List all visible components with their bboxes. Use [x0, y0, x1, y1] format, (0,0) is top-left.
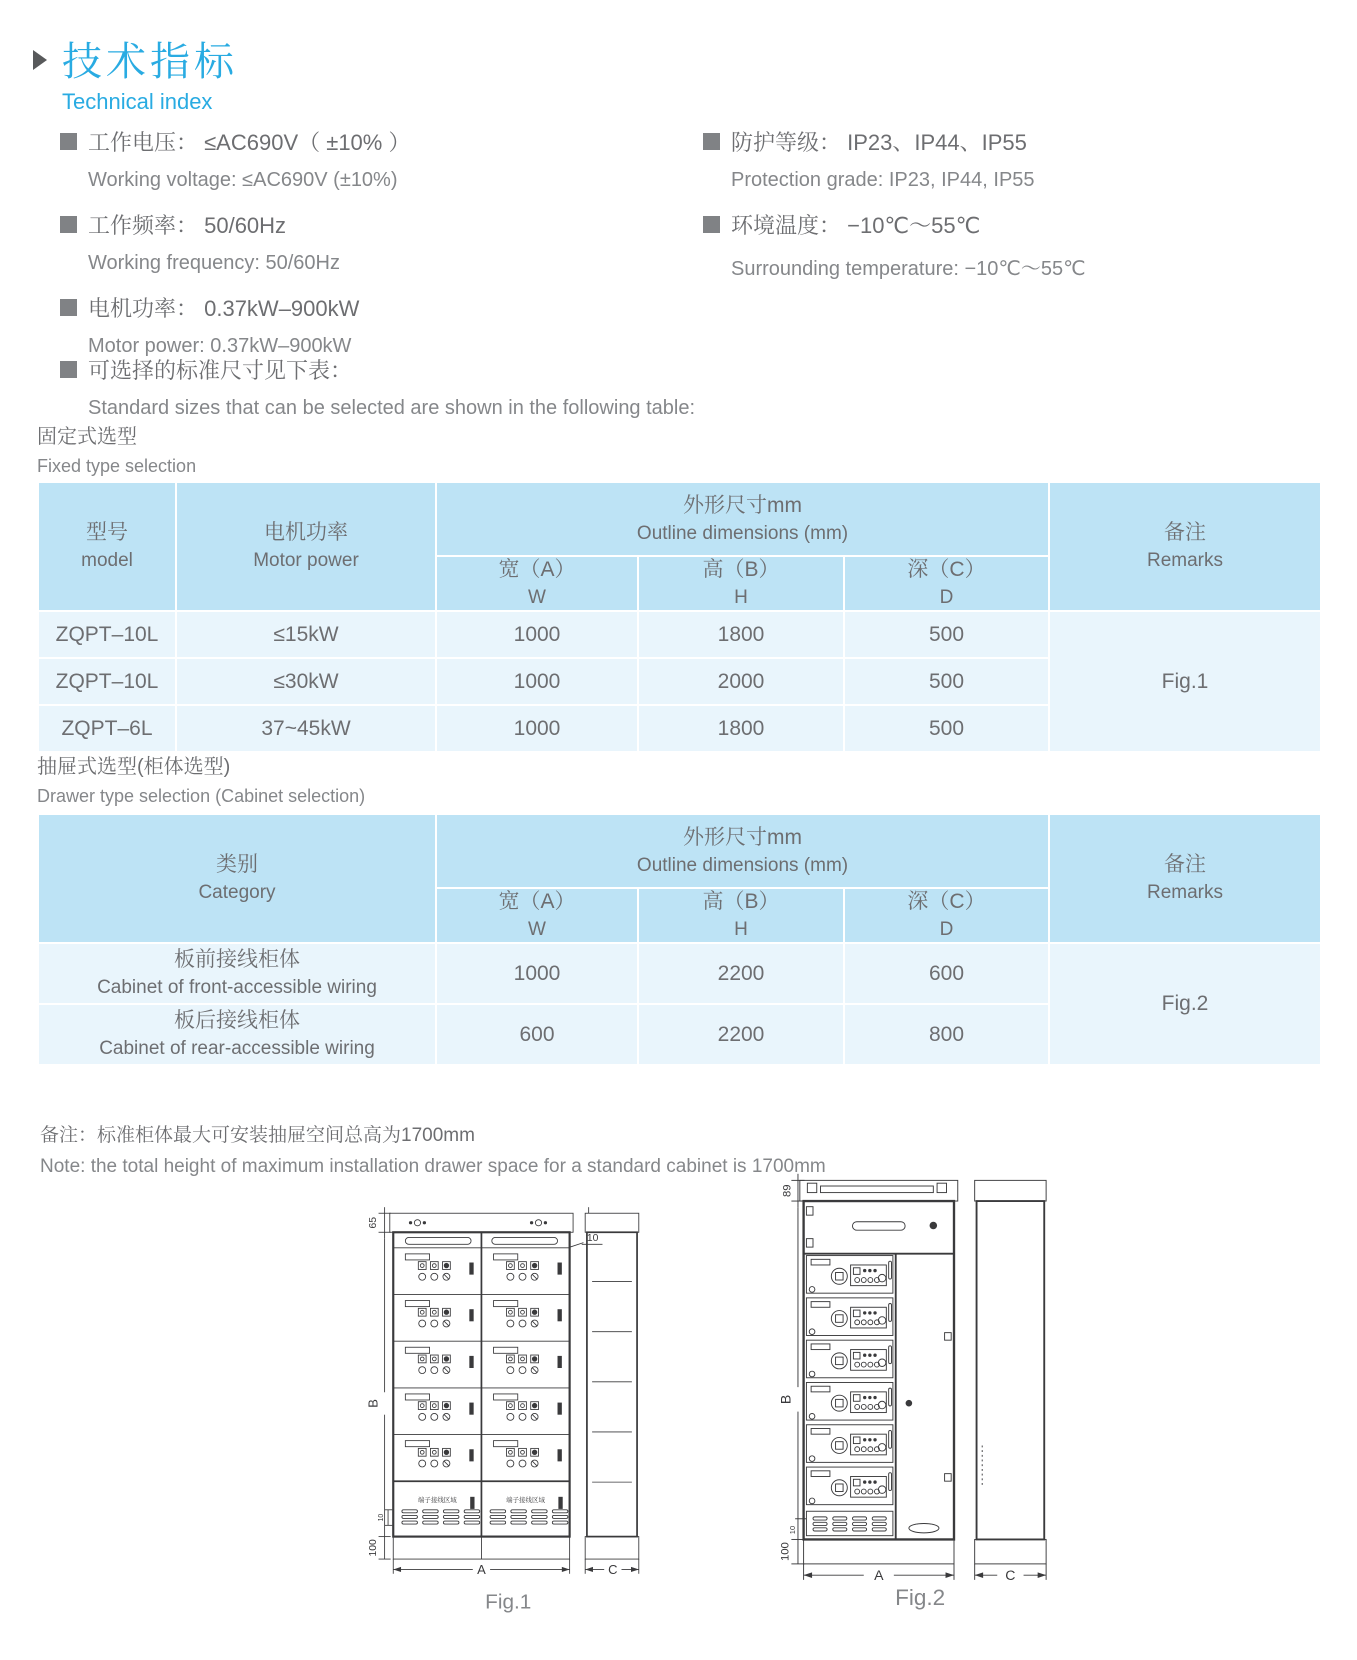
- drawer-table-label-en: Drawer type selection (Cabinet selection): [37, 786, 366, 806]
- drawer-table-label: [37, 750, 365, 807]
- header-category: 类别 Category: [38, 814, 436, 943]
- page-title: 技术指标: [62, 40, 238, 84]
- spec-en-text: Surrounding temperature: −10℃～55℃: [731, 258, 1086, 280]
- cell-depth: 500: [844, 611, 1049, 658]
- spec-cn-text: 工作电压： ≤AC690V（ ±10% ）: [88, 130, 411, 155]
- header-width: 宽（A） W: [436, 888, 638, 943]
- cell-width: 600: [436, 1004, 638, 1065]
- header-motor-power: 电机功率 Motor power: [176, 482, 436, 611]
- terminal-area-label: 端子接线区域: [417, 1497, 457, 1505]
- dim-label-a: A: [477, 1561, 486, 1577]
- cell-depth: 800: [844, 1004, 1049, 1065]
- cell-depth: 500: [844, 705, 1049, 752]
- header-depth: 深（C） D: [844, 556, 1049, 611]
- bullet-square-icon: [703, 133, 720, 150]
- header-outline-dimensions: 外形尺寸mm Outline dimensions (mm): [436, 814, 1049, 888]
- dim-label-c: C: [608, 1561, 618, 1577]
- cell-category: 板后接线柜体 Cabinet of rear-accessible wiring: [38, 1004, 436, 1065]
- spec-working-frequency: [60, 209, 660, 275]
- spec-working-voltage: [60, 126, 660, 192]
- cell-power: ≤15kW: [176, 611, 436, 658]
- fixed-type-table: [37, 481, 1322, 753]
- fig2-side-view: [975, 1180, 1046, 1580]
- spec-en-text: Working frequency: 50/60Hz: [88, 252, 340, 274]
- note-cn: 备注：标准柜体最大可安装抽屉空间总高为1700mm: [40, 1125, 475, 1146]
- spec-cn-text: 工作频率： 50/60Hz: [88, 213, 287, 238]
- page-header: [33, 40, 238, 115]
- spec-cn-text: 防护等级： IP23、IP44、IP55: [731, 130, 1027, 155]
- cell-height: 1800: [638, 705, 844, 752]
- header-width: 宽（A） W: [436, 556, 638, 611]
- figure-2-drawing: [766, 1163, 1048, 1653]
- header-remarks: 备注 Remarks: [1049, 814, 1321, 943]
- header-remarks: 备注 Remarks: [1049, 482, 1321, 611]
- note-en: Note: the total height of maximum installation drawer space for a standard cabinet is 1700mm: [40, 1156, 826, 1177]
- spec-list-left: [60, 126, 660, 375]
- spec-en-text: Standard sizes that can be selected are shown in the following table:: [88, 397, 696, 419]
- spec-cn-text: 可选择的标准尺寸见下表：: [88, 358, 353, 383]
- spec-standard-sizes-intro: [60, 354, 960, 420]
- page-subtitle: Technical index: [62, 89, 213, 114]
- cell-depth: 600: [844, 943, 1049, 1004]
- cell-width: 1000: [436, 943, 638, 1004]
- section-arrow-icon: [33, 50, 47, 70]
- fig1-side-view: [585, 1207, 639, 1574]
- drawer-table-label-cn: 抽屉式选型(柜体选型): [37, 756, 231, 778]
- dim-label-a: A: [874, 1566, 884, 1583]
- dim-label-65: 65: [367, 1216, 379, 1229]
- spec-en-text: Protection grade: IP23, IP44, IP55: [731, 169, 1035, 191]
- header-depth: 深（C） D: [844, 888, 1049, 943]
- figure-1-drawing: [350, 1202, 644, 1622]
- dim-label-c: C: [1005, 1566, 1016, 1583]
- bullet-square-icon: [60, 216, 77, 233]
- dim-label-10-vent: 10: [788, 1525, 798, 1535]
- spec-motor-power: [60, 292, 660, 358]
- spec-en-text: Motor power: 0.37kW–900kW: [88, 335, 352, 357]
- cell-depth: 500: [844, 658, 1049, 705]
- header-height: 高（B） H: [638, 888, 844, 943]
- terminal-area-label: 端子接线区域: [506, 1497, 545, 1505]
- cell-category: 板前接线柜体 Cabinet of front-accessible wiring: [38, 943, 436, 1004]
- fixed-table-label-cn: 固定式选型: [37, 426, 137, 448]
- cell-remark: Fig.1: [1049, 611, 1321, 752]
- cell-width: 1000: [436, 658, 638, 705]
- header-height: 高（B） H: [638, 556, 844, 611]
- header-model: 型号 model: [38, 482, 176, 611]
- cell-width: 1000: [436, 611, 638, 658]
- fig1-front-view: [379, 1207, 603, 1574]
- figure-1-caption: Fig.1: [485, 1590, 532, 1614]
- dim-label-100: 100: [367, 1539, 379, 1557]
- dim-label-10-vent: 10: [377, 1513, 385, 1522]
- cell-height: 2200: [638, 1004, 844, 1065]
- bullet-square-icon: [60, 361, 77, 378]
- bullet-square-icon: [703, 216, 720, 233]
- header-outline-dimensions: 外形尺寸mm Outline dimensions (mm): [436, 482, 1049, 556]
- spec-cn-text: 电机功率： 0.37kW–900kW: [88, 296, 360, 321]
- bullet-square-icon: [60, 299, 77, 316]
- cell-height: 2200: [638, 943, 844, 1004]
- cell-model: ZQPT–10L: [38, 658, 176, 705]
- dim-label-89: 89: [781, 1184, 794, 1197]
- dim-label-b: B: [777, 1394, 794, 1405]
- cell-power: 37~45kW: [176, 705, 436, 752]
- drawer-type-table: [37, 813, 1322, 1066]
- fig2-front-view: [791, 1174, 957, 1580]
- spec-en-text: Working voltage: ≤AC690V (±10%): [88, 169, 398, 191]
- dim-label-100: 100: [779, 1542, 792, 1562]
- cell-remark: Fig.2: [1049, 943, 1321, 1065]
- spec-protection-grade: [703, 126, 1323, 192]
- bullet-square-icon: [60, 133, 77, 150]
- table-row: [38, 943, 1321, 1004]
- fixed-table-label: [37, 420, 196, 477]
- table-row: [38, 611, 1321, 658]
- fixed-table-label-en: Fixed type selection: [37, 456, 197, 476]
- cell-height: 2000: [638, 658, 844, 705]
- cell-model: ZQPT–10L: [38, 611, 176, 658]
- dim-label-b: B: [365, 1399, 381, 1408]
- cell-width: 1000: [436, 705, 638, 752]
- dim-label-10-top: 10: [586, 1232, 599, 1244]
- spec-cn-text: 环境温度： −10℃～55℃: [731, 213, 981, 238]
- cell-power: ≤30kW: [176, 658, 436, 705]
- spec-surrounding-temperature: [703, 209, 1323, 281]
- figure-2-caption: Fig.2: [895, 1585, 946, 1611]
- cell-model: ZQPT–6L: [38, 705, 176, 752]
- cell-height: 1800: [638, 611, 844, 658]
- spec-list-right: [703, 126, 1323, 298]
